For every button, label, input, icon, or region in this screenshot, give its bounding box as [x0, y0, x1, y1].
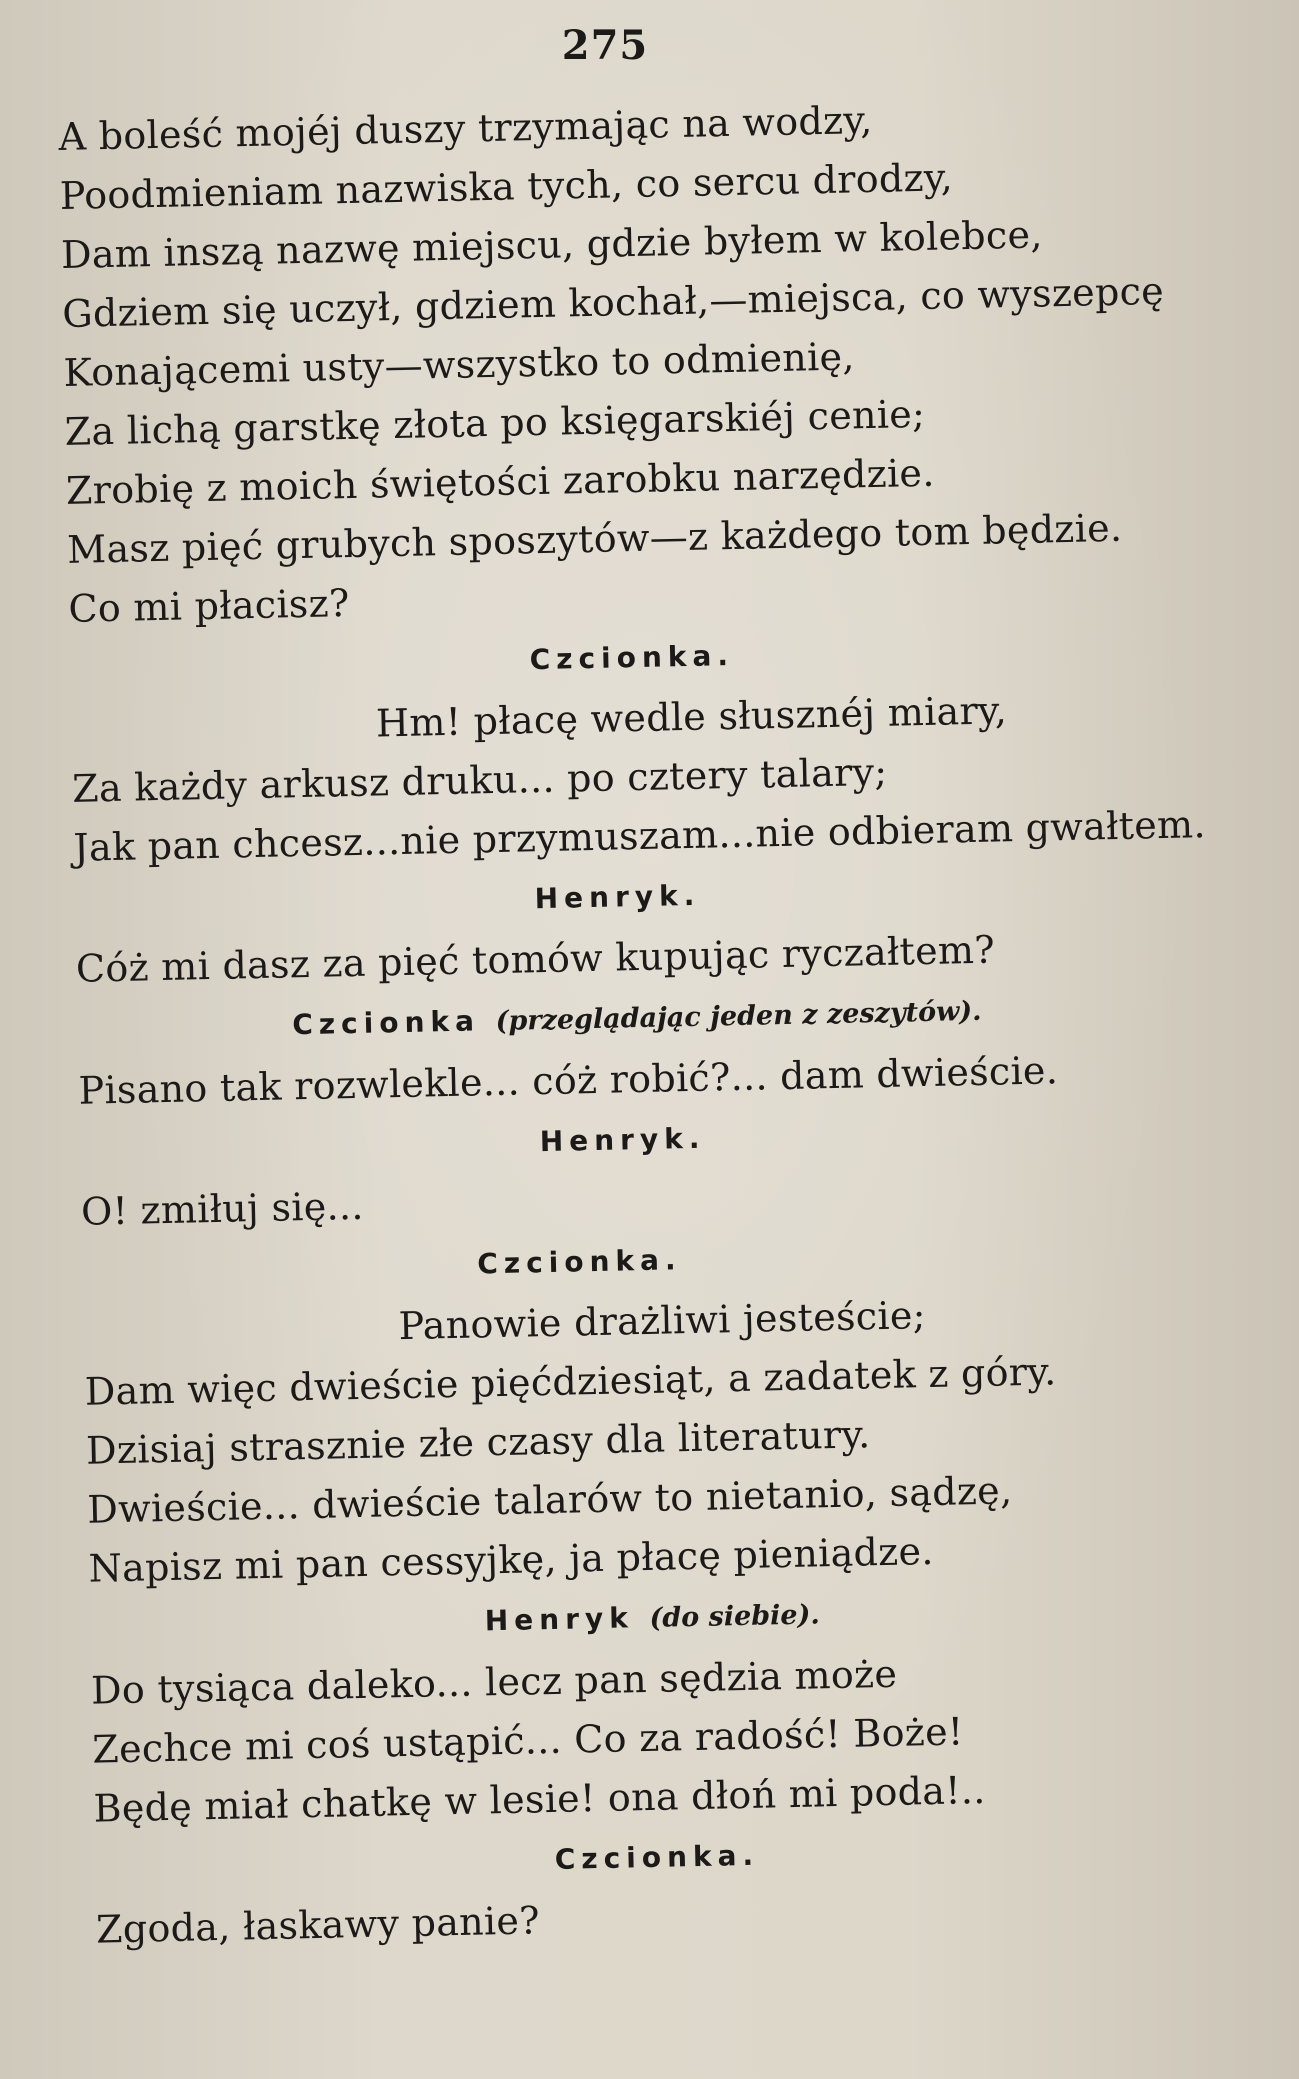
speaker-name: Czcionka. [529, 638, 735, 677]
verse-line: Zgoda, łaskawy panie? [95, 1898, 541, 1952]
verse-line: Za lichą garstkę złota po księgarskiéj cenie; [64, 391, 926, 454]
speaker-name: Henryk [484, 1601, 635, 1638]
verse-line: Co mi płacisz? [68, 581, 351, 631]
verse-line: Do tysiąca daleko... lecz pan sędzia może [90, 1651, 898, 1713]
verse-line: Dam inszą nazwę miejscu, gdzie byłem w kolebce, [60, 212, 1044, 277]
verse-line: Masz pięć grubych sposzytów—z każdego tom będzie. [66, 505, 1123, 572]
verse-line: Zrobię z moich świętości zarobku narzędzie. [65, 450, 936, 513]
speaker-name: Henryk. [534, 878, 701, 916]
page-number: 275 [561, 22, 649, 69]
verse-line: Gdziem się uczył, gdziem kochał,—miejsca, co wyszepcę [61, 268, 1165, 336]
stage-direction: (do siebie). [649, 1599, 821, 1634]
verse-line: Dwieście... dwieście talarów to nietanio, sądzę, [86, 1468, 1013, 1532]
verse-line: A boleść mojéj duszy trzymając na wodzy, [58, 97, 873, 159]
verse-line: Dam więc dwieście pięćdziesiąt, a zadatek z góry. [84, 1349, 1057, 1414]
speaker-name: Henryk. [539, 1121, 706, 1159]
verse-line: Będę miał chatkę w lesie! ona dłoń mi poda!.. [93, 1767, 986, 1831]
verse-line: Konającemi usty—wszystko to odmienię, [63, 334, 856, 395]
verse-line: Napisz mi pan cessyjkę, ja płacę pieniądze. [88, 1528, 935, 1591]
verse-line: Jak pan chcesz...nie przymuszam...nie odbieram gwałtem. [73, 802, 1207, 870]
speaker-name: Czcionka. [554, 1838, 760, 1876]
verse-line: Za każdy arkusz druku... po cztery talary; [71, 749, 888, 811]
speaker-name: Czcionka [291, 1004, 481, 1042]
verse-line: Cóż mi dasz za pięć tomów kupując ryczałtem? [75, 927, 996, 991]
verse-text [58, 84, 1237, 1959]
verse-line: Poodmieniam nazwiska tych, co sercu drodzy, [59, 155, 954, 218]
verse-line: O! zmiłuj się... [80, 1183, 365, 1234]
speaker-name: Czcionka. [476, 1243, 682, 1281]
verse-line: Dzisiaj strasznie złe czasy dla literatury. [85, 1412, 871, 1473]
verse-line: Pisano tak rozwlekle... cóż robić?... dam dwieście. [78, 1048, 1059, 1113]
verse-line: Zechce mi coś ustąpić... Co za radość! Boże! [91, 1709, 964, 1772]
verse-line: Panowie drażliwi jesteście; [398, 1293, 927, 1349]
verse-line: Hm! płacę wedle słusznéj miary, [375, 688, 1008, 746]
stage-direction: (przeglądając jeden z zeszytów). [495, 995, 982, 1038]
